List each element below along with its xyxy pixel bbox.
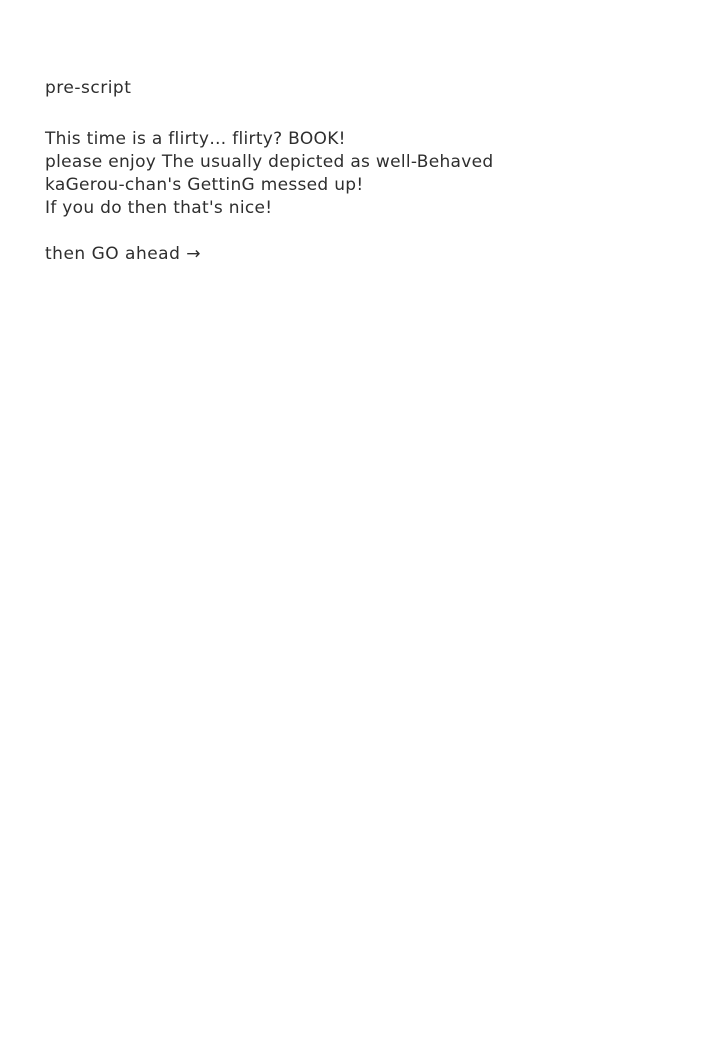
note-body-lines: [45, 128, 645, 220]
note-line: If you do then that's nice!: [45, 198, 273, 218]
afterword-note-block: [45, 78, 645, 264]
page-title: pre-script: [45, 78, 132, 98]
note-line: This time is a flirty… flirty? BOOK!: [45, 129, 346, 149]
note-line: please enjoy The usually depicted as well-Behaved: [45, 152, 494, 172]
note-line: kaGerou-chan's GettinG messed up!: [45, 175, 364, 195]
note-closing-line: then GO ahead →: [45, 244, 202, 264]
